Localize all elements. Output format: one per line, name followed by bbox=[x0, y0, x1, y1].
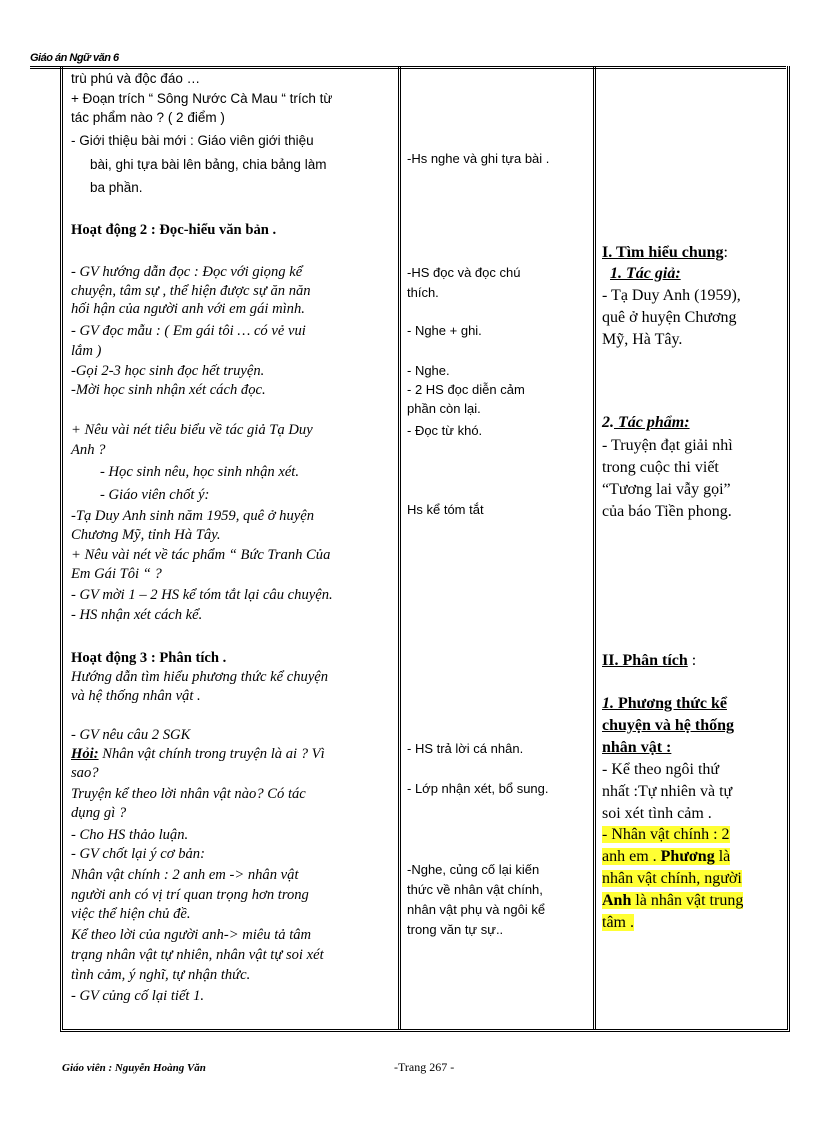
text-line: - GV mời 1 – 2 HS kể tóm tắt lại câu chuyện. bbox=[71, 587, 333, 603]
text-line: - HS nhận xét cách kể. bbox=[71, 607, 203, 623]
text-line: Chương Mỹ, tỉnh Hà Tây. bbox=[71, 527, 221, 543]
text-line: ba phần. bbox=[90, 180, 143, 195]
text-line: + Nêu vài nét tiêu biểu về tác giả Tạ Duy bbox=[71, 422, 313, 438]
text-line: nhất :Tự nhiên và tự bbox=[602, 783, 733, 800]
text-line: người anh có vị trí quan trọng hơn trong bbox=[71, 887, 309, 903]
text-line: hối hận của người anh với em gái mình. bbox=[71, 301, 305, 317]
highlighted-text: anh em . bbox=[602, 848, 657, 865]
text-line: “Tương lai vẫy gọi” bbox=[602, 481, 731, 498]
text-line: trong cuộc thi viết bbox=[602, 459, 719, 476]
section-1-heading bbox=[602, 242, 781, 263]
section-1-colon: : bbox=[723, 244, 728, 261]
question-text: Nhân vật chính trong truyện là ai ? Vì bbox=[98, 746, 325, 762]
text-line: -Hs nghe và ghi tựa bài . bbox=[407, 151, 550, 166]
footer-teacher-name: Giáo viên : Nguyễn Hoàng Văn bbox=[62, 1062, 206, 1074]
subsection-title: Phương thức kể bbox=[614, 695, 727, 712]
lesson-content-column bbox=[593, 66, 787, 1029]
text-line: việc thể hiện chủ đề. bbox=[71, 906, 191, 922]
subsection-heading-line: chuyện và hệ thống bbox=[602, 717, 735, 734]
text-line: bài, ghi tựa bài lên bảng, chia bảng làm bbox=[90, 157, 327, 172]
text-line: lắm ) bbox=[71, 343, 102, 359]
text-line: + Đoạn trích “ Sông Nước Cà Mau “ trích từ bbox=[71, 91, 333, 106]
text-line: Mỹ, Hà Tây. bbox=[602, 331, 683, 348]
text-line: Truyện kể theo lời nhân vật nào? Có tác bbox=[71, 786, 306, 802]
text-line: - GV nêu câu 2 SGK bbox=[71, 727, 191, 743]
activity-3-heading: Hoạt động 3 : Phân tích . bbox=[71, 650, 227, 666]
highlighted-text: là nhân vật trung bbox=[631, 892, 744, 909]
text-line: Anh ? bbox=[71, 442, 106, 458]
text-line: và hệ thống nhân vật . bbox=[71, 688, 201, 704]
text-line: quê ở huyện Chương bbox=[602, 309, 737, 326]
author-heading: 1. Tác giả: bbox=[610, 265, 681, 282]
section-2-heading bbox=[602, 650, 781, 671]
text-line: soi xét tình cảm . bbox=[602, 805, 712, 822]
text-line: Kể theo lời của người anh-> miêu tả tâm bbox=[71, 927, 312, 943]
highlighted-text: nhân vật chính, người bbox=[602, 870, 742, 887]
section-2-title: II. Phân tích bbox=[602, 652, 688, 669]
text-line: trong văn tự sự.. bbox=[407, 922, 504, 937]
subsection-heading-line: nhân vật : bbox=[602, 739, 672, 756]
text-line: - GV đọc mẫu : ( Em gái tôi … có vẻ vui bbox=[71, 323, 306, 339]
section-2-colon: : bbox=[687, 652, 697, 669]
text-line: thức về nhân vật chính, bbox=[407, 882, 543, 897]
work-title: Tác phẩm: bbox=[614, 414, 690, 431]
footer-page-number: -Trang 267 - bbox=[394, 1060, 455, 1074]
document-header-title: Giáo án Ngữ văn 6 bbox=[30, 52, 119, 64]
highlighted-text: là bbox=[714, 848, 731, 865]
work-number: 2. bbox=[602, 414, 614, 431]
section-1-title: I. Tìm hiểu chung bbox=[602, 244, 724, 261]
text-line: - Giáo viên chốt ý: bbox=[100, 487, 210, 503]
text-line: - GV hướng dẫn đọc : Đọc với giọng kể bbox=[71, 264, 303, 280]
text-line: - Giới thiệu bài mới : Giáo viên giới thiệu bbox=[71, 133, 314, 148]
highlighted-text: - Nhân vật chính : 2 bbox=[602, 826, 730, 843]
text-line: -Nghe, củng cố lại kiến bbox=[407, 862, 540, 877]
text-line: -HS đọc và đọc chú bbox=[407, 265, 521, 280]
text-line: - Lớp nhận xét, bổ sung. bbox=[407, 781, 549, 796]
text-line: -Mời học sinh nhận xét cách đọc. bbox=[71, 382, 266, 398]
teacher-activities-column bbox=[63, 66, 398, 1029]
work-heading bbox=[602, 412, 781, 433]
text-line: + Nêu vài nét về tác phẩm “ Bức Tranh Của bbox=[71, 547, 331, 563]
highlighted-line bbox=[602, 912, 781, 933]
text-line: - Đọc từ khó. bbox=[407, 423, 483, 438]
activity-2-heading: Hoạt động 2 : Đọc-hiểu văn bản . bbox=[71, 222, 277, 238]
text-line: - Cho HS thảo luận. bbox=[71, 827, 189, 843]
text-line: - 2 HS đọc diễn cảm bbox=[407, 382, 525, 397]
question-label: Hỏi: bbox=[71, 746, 99, 762]
text-line: - GV chốt lại ý cơ bản: bbox=[71, 846, 205, 862]
text-line: - Kể theo ngôi thứ bbox=[602, 761, 720, 778]
subsection-number: 1. bbox=[602, 695, 614, 712]
text-line: - Nghe + ghi. bbox=[407, 323, 482, 338]
highlighted-line bbox=[602, 868, 781, 889]
text-line: - HS trả lời cá nhân. bbox=[407, 741, 524, 756]
text-line: Em Gái Tôi “ ? bbox=[71, 566, 162, 582]
text-line: dụng gì ? bbox=[71, 805, 127, 821]
subsection-heading bbox=[602, 693, 781, 714]
student-activities-column bbox=[398, 66, 593, 1029]
text-line: Nhân vật chính : 2 anh em -> nhân vật bbox=[71, 867, 299, 883]
text-line: - Nghe. bbox=[407, 363, 450, 378]
highlighted-line bbox=[602, 824, 781, 845]
text-line: - Tạ Duy Anh (1959), bbox=[602, 287, 741, 304]
highlighted-line bbox=[602, 890, 781, 911]
text-line: sao? bbox=[71, 765, 99, 781]
text-line: trạng nhân vật tự nhiên, nhân vật tự soi xét bbox=[71, 947, 324, 963]
text-line: -Gọi 2-3 học sinh đọc hết truyện. bbox=[71, 363, 265, 379]
text-line: nhân vật phụ và ngôi kể bbox=[407, 902, 546, 917]
text-line: Hướng dẫn tìm hiểu phương thức kể chuyện bbox=[71, 669, 329, 685]
text-line: phần còn lại. bbox=[407, 401, 481, 416]
text-line: trù phú và độc đáo … bbox=[71, 71, 201, 86]
highlighted-line bbox=[602, 846, 781, 867]
text-line: tác phẩm nào ? ( 2 điểm ) bbox=[71, 110, 225, 125]
highlighted-text: tâm . bbox=[602, 914, 634, 931]
text-line: tình cảm, ý nghĩ, tự nhận thức. bbox=[71, 967, 251, 983]
lesson-table bbox=[60, 66, 790, 1032]
text-line: chuyện, tâm sự , thể hiện được sự ăn năn bbox=[71, 283, 311, 299]
text-line: -Tạ Duy Anh sinh năm 1959, quê ở huyện bbox=[71, 508, 315, 524]
highlighted-bold-text: Anh bbox=[602, 892, 632, 909]
text-line: - Truyện đạt giải nhì bbox=[602, 437, 733, 454]
text-line: thích. bbox=[407, 285, 439, 300]
text-line: - Học sinh nêu, học sinh nhận xét. bbox=[100, 464, 300, 480]
text-line: của báo Tiền phong. bbox=[602, 503, 732, 520]
highlighted-bold-text: Phương bbox=[660, 848, 715, 865]
text-line: Hs kể tóm tắt bbox=[407, 502, 484, 517]
text-line: - GV củng cố lại tiết 1. bbox=[71, 988, 205, 1004]
text-line bbox=[71, 745, 392, 763]
